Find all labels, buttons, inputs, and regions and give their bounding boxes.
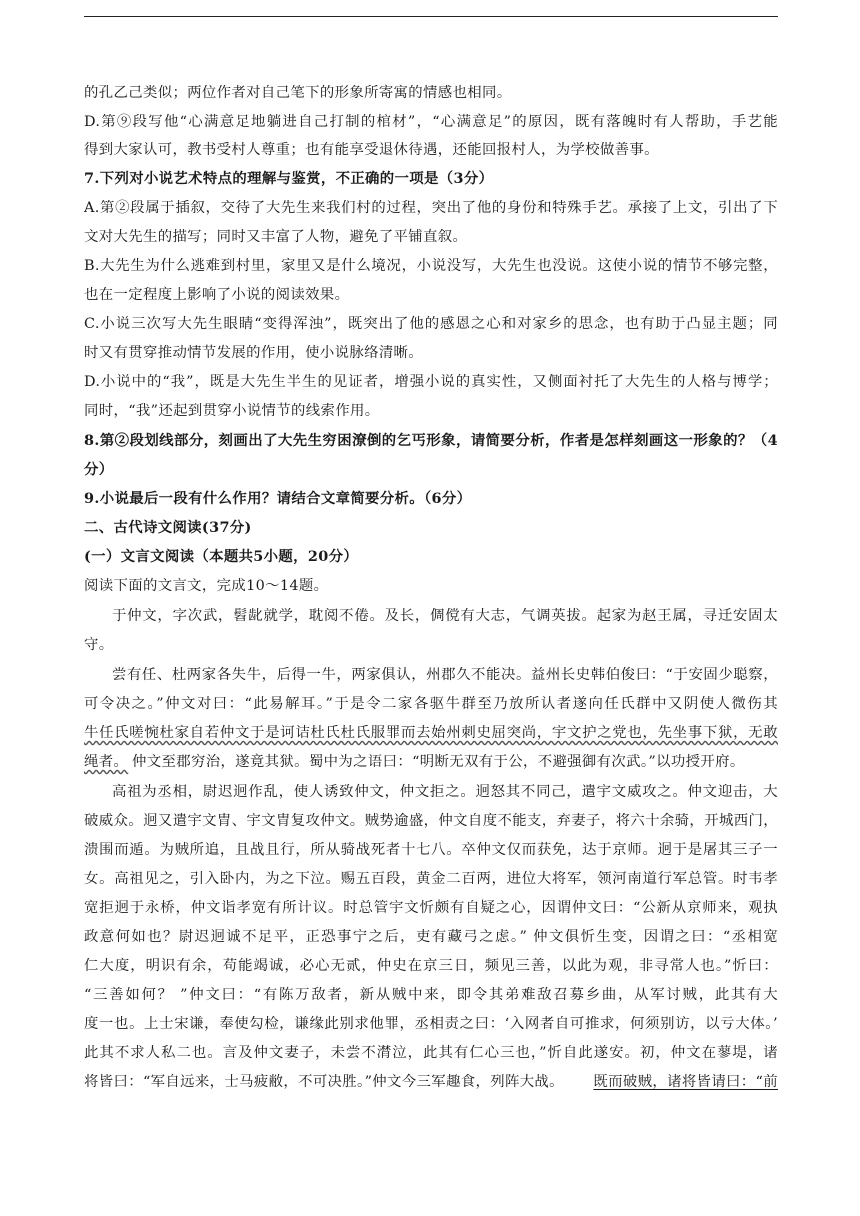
passage-line: 政意何如也？尉迟迥诚不足平，正恐事宁之后，吏有藏弓之虑。” 仲文俱忻生变，因谓之曰：“丞相宽: [84, 929, 778, 945]
text-line: 时又有贯穿推动情节发展的作用，使小说脉络清晰。: [84, 345, 424, 361]
text-line: 文对大先生的描写；同时又丰富了人物，避免了平铺直叙。: [84, 229, 468, 245]
subsection-heading: (一）文言文阅读（本题共5小题，20分）: [84, 548, 359, 565]
passage-line: 仲文至郡穷治，遂竟其狱。蜀中为之语曰：“明断无双有于公，不避强御有次武。”以功授开府。: [132, 754, 745, 770]
instruction-text: 阅读下面的文言文，完成10～14题。: [84, 578, 329, 594]
passage-line: 此其不求人私二也。言及仲文妻子，未尝不潸泣，此其有仁心三也，”忻自此遂安。初，仲文在蓼堤，诸: [84, 1045, 778, 1061]
passage-line: 破威众。迥又遣宇文胄、宇文胄复攻仲文。贼势逾盛，仲文自度不能支，弃妻子，将六十余骑，开城西门，: [84, 813, 778, 829]
question-9-title: 9.小说最后一段有什么作用？请结合文章简要分析。（6分）: [84, 490, 472, 507]
text-line: 的孔乙己类似；两位作者对自己笔下的形象所寄寓的情感也相同。: [84, 85, 512, 101]
passage-line: “三善如何？ ”仲文曰：“有陈万敌者，新从贼中来，即令其弟难敌召募乡曲，从军讨贼，此其有大: [84, 987, 778, 1003]
passage-line: 溃围而遁。为贼所追，且战且行，所从骑战死者十七八。卒仲文仅而获免，达于京师。迥于是屠其三子一: [84, 842, 778, 858]
option-b: B.大先生为什么逃难到村里，家里又是什么境况，小说没写，大先生也没说。这使小说的情节不够完整，: [84, 258, 778, 274]
passage-line: 宽拒迥于永桥，仲文诣孝宽有所计议。时总管宇文忻颇有自疑之心，因谓仲文曰：“公新从京师来，观执: [84, 900, 778, 916]
text-line: 同时，“我”还起到贯穿小说情节的线索作用。: [84, 403, 380, 419]
question-8-title: 8.第②段划线部分，刻画出了大先生穷困潦倒的乞丐形象，请简要分析，作者是怎样刻画这一形象的？（4: [84, 432, 778, 449]
passage-line: 守。: [84, 637, 114, 653]
passage-line: 度一也。上士宋谦，奉使勾检，谦缘此别求他罪，丞相责之曰：‘入网者自可推求，何须别访，以亏大体。’: [84, 1016, 778, 1032]
option-d: D.小说中的“我”，既是大先生半生的见证者，增强小说的真实性，又侧面衬托了大先生的人格与博学；: [84, 374, 778, 390]
passage-line: 将皆曰：“军自远来，士马疲敝，不可决胜。”仲文今三军趣食，列阵大战。: [84, 1074, 564, 1090]
passage-line-underlined: 既而破贼，诸将皆请曰：“前: [593, 1074, 778, 1090]
passage-line: 于仲文，字次武，髫龀就学，耽阅不倦。及长，倜傥有大志，气调英拔。起家为赵王属，寻迁安固太: [112, 608, 778, 624]
option-a: A.第②段属于插叙，交待了大先生来我们村的过程，突出了他的身份和特殊手艺。承接了上文，引出了下: [84, 200, 778, 216]
passage-line: 尝有任、杜两家各失牛，后得一牛，两家俱认，州郡久不能决。益州长史韩伯俊曰：“于安固少聪察，: [112, 667, 778, 683]
passage-line: 女。高祖见之，引入卧内，为之下泣。赐五百段，黄金二百两，进位大将军，领河南道行军总管。时韦孝: [84, 871, 778, 887]
passage-line: 高祖为丞相，尉迟迥作乱，使人诱致仲文，仲文拒之。迥怒其不同己，遣宇文威攻之。仲文迎击，大: [112, 784, 778, 800]
question-8-title-cont: 分）: [84, 461, 114, 478]
option-c: C.小说三次写大先生眼睛“变得浑浊”，既突出了他的感恩之心和对家乡的思念，也有助于凸显主题；同: [84, 316, 778, 332]
passage-line: 仁大度，明识有余，苟能竭诚，必心无贰，仲史在京三日，频见三善，以此为观，非寻常人也。”忻曰：: [84, 958, 778, 974]
text-line: 得到大家认可，教书受村人尊重；也有能享受退休待遇，还能回报村人，为学校做善事。: [84, 142, 659, 158]
text-line: D.第⑨段写他“心满意足地躺进自己打制的棺材”，“心满意足”的原因，既有落魄时有人帮助，手艺能: [84, 114, 778, 130]
section-heading: 二、古代诗文阅读(37分): [84, 519, 252, 536]
passage-line: 可令决之。”仲文对曰：“此易解耳。”于是令二家各驱牛群至乃放所认者遂向任氏群中又阴使人微伤其: [84, 696, 778, 712]
passage-line-underlined: 牛任氏嗟惋杜家自若仲文于是诃诘杜氏杜氏服罪而去始州刺史屈突尚，宇文护之党也，先坐事下狱，无敢: [84, 725, 778, 741]
header-rule: [84, 16, 778, 17]
question-7-title: 7.下列对小说艺术特点的理解与鉴赏，不正确的一项是（3分）: [84, 170, 494, 187]
text-line: 也在一定程度上影响了小说的阅读效果。: [84, 287, 350, 303]
passage-line-underlined: 绳者。: [84, 754, 129, 770]
